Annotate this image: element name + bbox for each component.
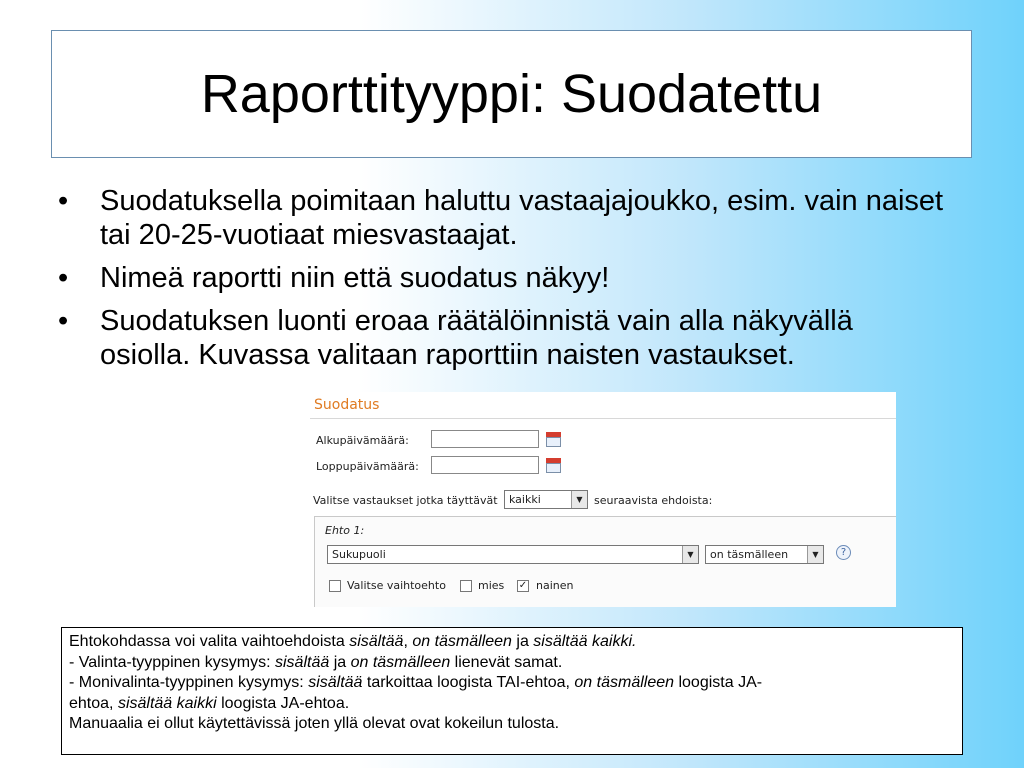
note-line: Manuaalia ei ollut käytettävissä joten yllä olevat ovat kokeilun tulosta. (69, 715, 560, 732)
note-italic: sisältää (275, 653, 330, 671)
note-italic: sisältää kaikki (117, 694, 217, 712)
option-label: nainen (536, 579, 574, 592)
calendar-icon[interactable] (546, 458, 561, 472)
note-line (69, 694, 955, 715)
title-box (51, 30, 972, 158)
operator-select-value: on täsmälleen (710, 548, 789, 561)
divider (310, 418, 896, 419)
end-date-input[interactable] (431, 456, 539, 474)
note-text: tarkoittaa loogista TAI-ehtoa, (362, 674, 575, 691)
option-label: mies (478, 579, 505, 592)
option-label: Valitse vaihtoehto (347, 579, 446, 592)
note-text: ja (329, 653, 351, 671)
end-date-label: Loppupäivämäärä: (316, 460, 419, 473)
checkbox-female[interactable] (517, 580, 529, 592)
note-text: - Valinta-tyyppinen kysymys: (69, 653, 275, 671)
slide-title: Raporttityyppi: Suodatettu (200, 64, 823, 124)
chevron-down-icon[interactable]: ▼ (807, 546, 823, 563)
note-box (61, 627, 963, 755)
match-suffix-label: seuraavista ehdoista: (594, 494, 713, 507)
bullet-text: Suodatuksen luonti eroaa räätälöinnistä vain alla näkyvällä osiolla. Kuvassa valitaan raporttiin naisten vastaukset. (100, 305, 853, 371)
note-italic: sisältää (308, 674, 363, 691)
bullet-item (58, 184, 960, 252)
note-italic: sisältää kaikki. (533, 633, 637, 650)
note-text: ehtoa, (69, 694, 118, 712)
filter-screenshot (310, 392, 896, 607)
checkbox-select-option[interactable] (329, 580, 341, 592)
bullet-dot-icon: • (58, 305, 69, 337)
note-text: , (403, 633, 413, 650)
question-select[interactable] (327, 545, 699, 564)
filter-heading: Suodatus (314, 397, 380, 413)
bullet-dot-icon: • (58, 262, 69, 294)
note-text: - Monivalinta-tyyppinen kysymys: (69, 674, 309, 691)
note-line (69, 673, 955, 694)
bullet-item (58, 261, 958, 295)
condition-label: Ehto 1: (325, 524, 365, 537)
checkbox-male[interactable] (460, 580, 472, 592)
note-text: Ehtokohdassa voi valita vaihtoehdoista (69, 633, 350, 650)
match-prefix-label: Valitse vastaukset jotka täyttävät (313, 494, 498, 507)
condition-panel (314, 516, 896, 607)
bullet-dot-icon: • (58, 185, 69, 217)
match-select-value: kaikki (509, 493, 541, 506)
note-italic: on täsmälleen (574, 674, 675, 691)
note-italic: on täsmälleen (412, 633, 512, 650)
note-text: loogista JA- (674, 674, 763, 691)
note-text: lienevät samat. (450, 653, 563, 671)
operator-select[interactable] (705, 545, 824, 564)
start-date-input[interactable] (431, 430, 539, 448)
note-italic: sisältää (349, 633, 404, 650)
question-select-value: Sukupuoli (332, 548, 386, 561)
bullet-item (58, 304, 920, 372)
chevron-down-icon[interactable]: ▼ (571, 491, 587, 508)
note-italic: on täsmälleen (350, 653, 451, 671)
checkmark-icon: ✓ (518, 580, 528, 591)
note-line (69, 632, 955, 653)
match-select[interactable] (504, 490, 588, 509)
bullet-text: Suodatuksella poimitaan haluttu vastaajajoukko, esim. vain naiset tai 20-25-vuotiaat miesvastaajat. (100, 185, 944, 251)
note-text: ja (511, 633, 534, 650)
calendar-icon[interactable] (546, 432, 561, 446)
start-date-label: Alkupäivämäärä: (316, 434, 409, 447)
note-line (69, 653, 955, 674)
help-icon[interactable]: ? (836, 545, 851, 560)
note-text: loogista JA-ehtoa. (216, 694, 350, 712)
bullet-text: Nimeä raportti niin että suodatus näkyy! (100, 262, 610, 294)
bullet-list (58, 184, 958, 381)
chevron-down-icon[interactable]: ▼ (682, 546, 698, 563)
